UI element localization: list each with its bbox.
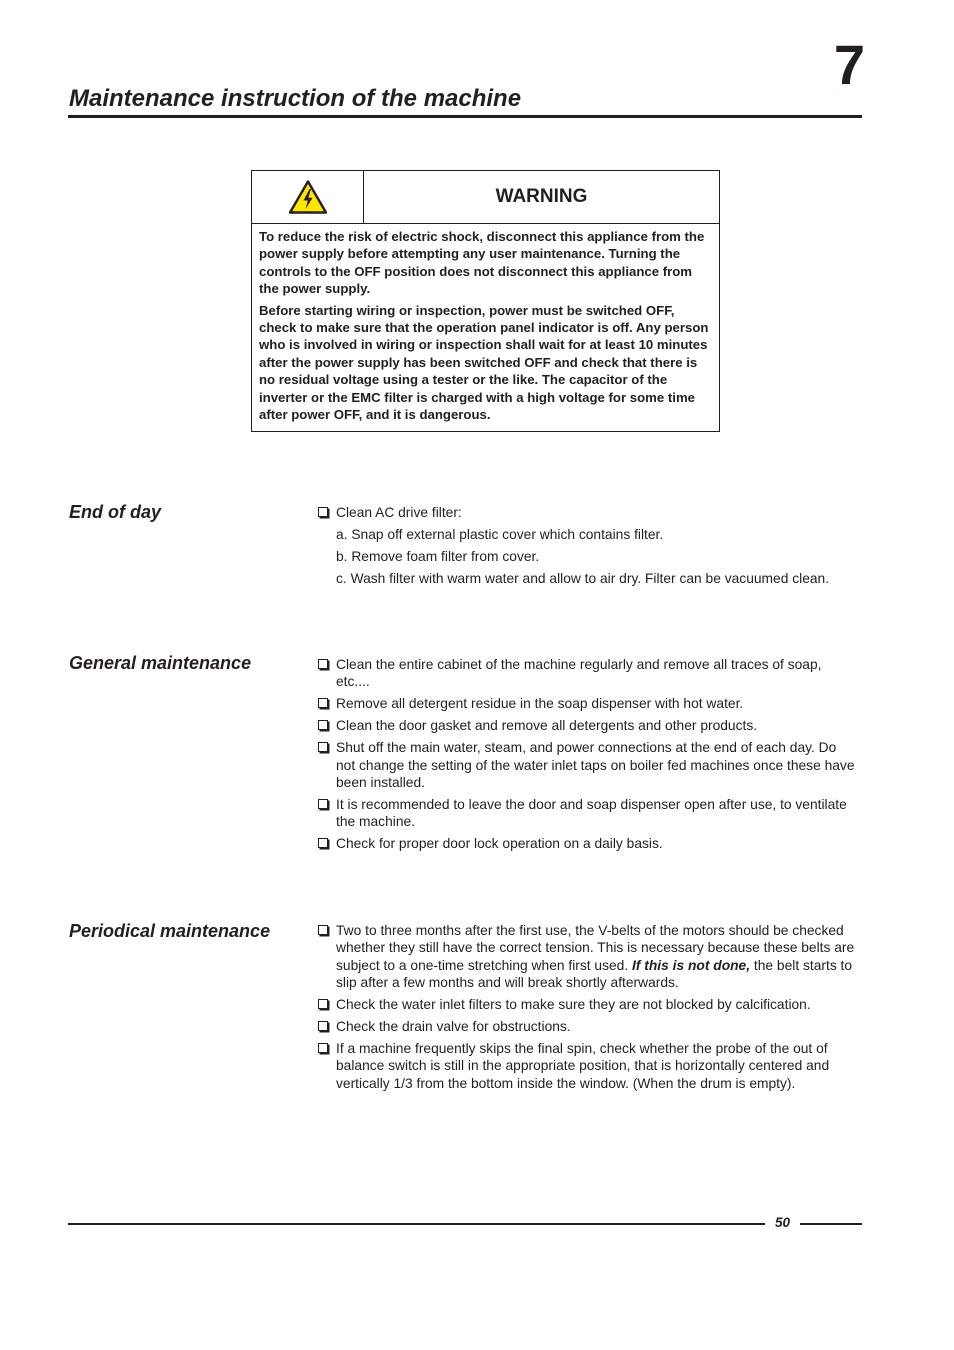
warning-box bbox=[251, 170, 720, 432]
checkbox-bullet-icon bbox=[318, 720, 328, 730]
checkbox-bullet-icon bbox=[318, 742, 328, 752]
page-number: 50 bbox=[774, 1215, 791, 1230]
end-of-day-heading: End of day bbox=[69, 502, 162, 522]
filter-steps bbox=[336, 526, 858, 587]
checkbox-bullet-icon bbox=[318, 1021, 328, 1031]
list-item: Shut off the main water, steam, and power connections at the end of each day. Do not change the setting of the water inlet taps on boiler fed machines once these have been installed. bbox=[318, 739, 858, 791]
footer-divider bbox=[800, 1223, 862, 1225]
checkbox-bullet-icon bbox=[318, 925, 328, 935]
checkbox-bullet-icon bbox=[318, 1043, 328, 1053]
general-maintenance-list bbox=[318, 656, 858, 857]
periodical-maintenance-list bbox=[318, 922, 858, 1097]
step-item: a. Snap off external plastic cover which contains filter. bbox=[336, 526, 664, 542]
warning-title: WARNING bbox=[495, 186, 588, 207]
checkbox-bullet-icon bbox=[318, 838, 328, 848]
checkbox-bullet-icon bbox=[318, 698, 328, 708]
checkbox-bullet-icon bbox=[318, 999, 328, 1009]
checkbox-bullet-icon bbox=[318, 507, 328, 517]
warning-paragraph: To reduce the risk of electric shock, disconnect this appliance from the power supply before attempting any user maintenance. Turning the controls to the OFF position does not disconnect this appliance from the power supply. bbox=[259, 229, 705, 297]
list-item: Two to three months after the first use, the V-belts of the motors should be checked whether they still have the correct tension. This is necessary because these belts are subject to a one-time stretching when first used. If this is not done, the belt starts to slip after a few months and will break shortly afterwards. bbox=[318, 922, 858, 992]
list-item: Remove all detergent residue in the soap dispenser with hot water. bbox=[318, 695, 858, 712]
warning-text bbox=[252, 224, 719, 431]
end-of-day-list bbox=[318, 504, 858, 592]
list-item: If a machine frequently skips the final spin, check whether the probe of the out of balance switch is still in the appropriate position, that is horizontally centered and vertically 1/3 from the bottom inside the window. (When the drum is empty). bbox=[318, 1040, 858, 1092]
warning-paragraph: Before starting wiring or inspection, power must be switched OFF, check to make sure that the operation panel indicator is off. Any person who is involved in wiring or inspection shall wait for at least 10 minutes after the power supply has been switched OFF and check that there is no residual voltage using a tester or the like. The capacitor of the inverter or the EMC filter is charged with a high voltage for some time after power OFF, and it is dangerous. bbox=[259, 302, 709, 423]
step-item: b. Remove foam filter from cover. bbox=[336, 548, 540, 564]
list-item: Check for proper door lock operation on a daily basis. bbox=[318, 835, 858, 852]
title-divider bbox=[68, 115, 862, 118]
step-item: c. Wash filter with warm water and allow to air dry. Filter can be vacuumed clean. bbox=[336, 570, 830, 586]
list-item: Check the water inlet filters to make sure they are not blocked by calcification. bbox=[318, 996, 858, 1013]
high-voltage-warning-icon bbox=[288, 179, 328, 215]
warning-header bbox=[252, 171, 719, 224]
list-item: Clean the door gasket and remove all detergents and other products. bbox=[318, 717, 858, 734]
periodical-maintenance-heading: Periodical maintenance bbox=[69, 921, 271, 941]
list-item: Clean AC drive filter: a. Snap off external plastic cover which contains filter. b. Remove foam filter from cover. c. Wash filter with warm water and allow to air dry. Filter can be vacuumed clean. bbox=[318, 504, 858, 587]
list-item: Clean the entire cabinet of the machine regularly and remove all traces of soap, etc.... bbox=[318, 656, 858, 691]
warning-icon-cell bbox=[252, 171, 364, 223]
page-title: Maintenance instruction of the machine bbox=[69, 85, 522, 112]
general-maintenance-heading: General maintenance bbox=[69, 653, 252, 673]
list-item: It is recommended to leave the door and soap dispenser open after use, to ventilate the machine. bbox=[318, 796, 858, 831]
checkbox-bullet-icon bbox=[318, 659, 328, 669]
checkbox-bullet-icon bbox=[318, 799, 328, 809]
list-item: Check the drain valve for obstructions. bbox=[318, 1018, 858, 1035]
chapter-number: 7 bbox=[833, 33, 865, 96]
footer-divider bbox=[68, 1223, 765, 1225]
